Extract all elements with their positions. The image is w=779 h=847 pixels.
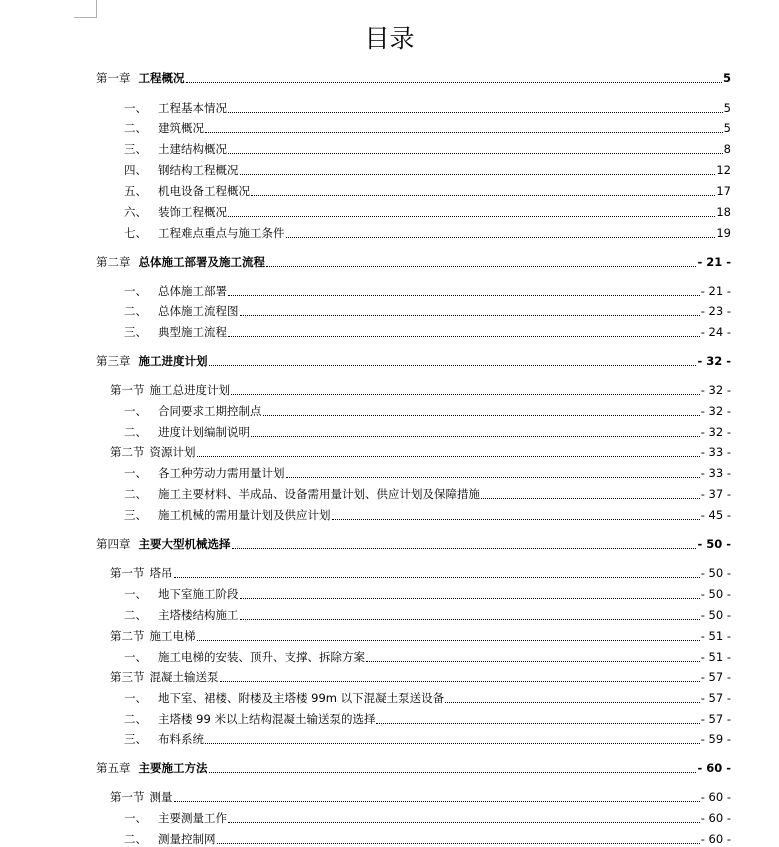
toc-page-number: 5 xyxy=(722,71,731,85)
toc-entry-label: 典型施工流程 xyxy=(158,325,227,339)
toc-page-number: - 32 - xyxy=(697,354,731,368)
toc-page-number: - 32 - xyxy=(700,383,731,397)
toc-section-entry[interactable] xyxy=(110,442,731,460)
toc-entry-label: 主要测量工作 xyxy=(158,811,227,825)
toc-dot-leader xyxy=(228,153,723,154)
crop-mark-horizontal xyxy=(74,17,97,18)
toc-entry-number: 第五章 xyxy=(96,761,131,775)
toc-dot-leader xyxy=(228,822,700,823)
toc-dot-leader xyxy=(286,477,700,478)
toc-entry-label: 施工主要材料、半成品、设备需用量计划、供应计划及保障措施 xyxy=(158,487,480,501)
toc-dot-leader xyxy=(228,216,715,217)
toc-page-number: - 51 - xyxy=(700,629,731,643)
toc-dot-leader xyxy=(205,132,723,133)
toc-chapter-entry[interactable] xyxy=(96,534,731,552)
toc-section-entry[interactable] xyxy=(110,626,731,644)
toc-entry-label: 施工机械的需用量计划及供应计划 xyxy=(158,508,331,522)
toc-entry-label: 施工进度计划 xyxy=(138,354,208,368)
toc-entry-label: 土建结构概况 xyxy=(158,142,227,156)
toc-page-number: - 37 - xyxy=(700,487,731,501)
toc-entry-label: 主塔楼结构施工 xyxy=(158,608,239,622)
toc-entry-number: 第三节 xyxy=(110,670,145,684)
toc-subitem-entry[interactable] xyxy=(124,281,731,299)
toc-dot-leader xyxy=(263,415,700,416)
toc-page-number: - 32 - xyxy=(700,404,731,418)
toc-page-number: - 21 - xyxy=(697,255,731,269)
toc-chapter-entry[interactable] xyxy=(96,68,731,86)
toc-dot-leader xyxy=(286,237,716,238)
toc-page-number: - 50 - xyxy=(700,608,731,622)
toc-page-number: 18 xyxy=(716,205,731,219)
toc-page-number: - 57 - xyxy=(700,712,731,726)
toc-entry-label: 总体施工部署 xyxy=(158,284,227,298)
toc-dot-leader xyxy=(228,295,700,296)
toc-dot-leader xyxy=(174,577,700,578)
toc-subitem-entry[interactable] xyxy=(124,223,731,241)
toc-dot-leader xyxy=(197,456,700,457)
toc-page-number: - 60 - xyxy=(697,761,731,775)
toc-dot-leader xyxy=(228,112,723,113)
toc-entry-label: 施工总进度计划 xyxy=(149,383,230,397)
toc-page-number: - 60 - xyxy=(700,790,731,804)
toc-subitem-entry[interactable] xyxy=(124,160,731,178)
toc-entry-number: 一、 xyxy=(124,466,147,480)
toc-entry-number: 一、 xyxy=(124,811,147,825)
toc-entry-number: 五、 xyxy=(124,184,147,198)
toc-entry-number: 第一节 xyxy=(110,383,145,397)
toc-subitem-entry[interactable] xyxy=(124,505,731,523)
toc-page-number: - 57 - xyxy=(700,691,731,705)
toc-subitem-entry[interactable] xyxy=(124,729,731,747)
toc-page-number: 5 xyxy=(723,101,731,115)
toc-dot-leader xyxy=(445,702,700,703)
toc-dot-leader xyxy=(240,315,700,316)
toc-subitem-entry[interactable] xyxy=(124,202,731,220)
toc-entry-number: 一、 xyxy=(124,691,147,705)
toc-entry-number: 二、 xyxy=(124,487,147,501)
toc-dot-leader xyxy=(205,743,700,744)
toc-dot-leader xyxy=(376,723,699,724)
toc-entry-label: 施工电梯 xyxy=(149,629,196,643)
toc-entry-number: 第一节 xyxy=(110,566,145,580)
toc-entry-label: 测量控制网 xyxy=(158,832,216,846)
toc-entry-number: 三、 xyxy=(124,142,147,156)
toc-entry-label: 主塔楼 99 米以上结构混凝土输送泵的选择 xyxy=(158,712,376,726)
toc-dot-leader xyxy=(174,801,700,802)
toc-entry-number: 第二节 xyxy=(110,629,145,643)
toc-dot-leader xyxy=(217,843,700,844)
toc-page-number: 5 xyxy=(723,121,731,135)
toc-entry-label: 混凝土输送泵 xyxy=(149,670,219,684)
toc-entry-number: 第四章 xyxy=(96,537,131,551)
toc-dot-leader xyxy=(251,195,715,196)
toc-subitem-entry[interactable] xyxy=(124,139,731,157)
toc-chapter-entry[interactable] xyxy=(96,758,731,776)
toc-entry-label: 机电设备工程概况 xyxy=(158,184,250,198)
toc-title: 目录 xyxy=(364,24,415,53)
toc-entry-number: 一、 xyxy=(124,587,147,601)
toc-entry-label: 施工电梯的安装、顶升、支撑、拆除方案 xyxy=(158,650,365,664)
toc-subitem-entry[interactable] xyxy=(124,829,731,847)
toc-subitem-entry[interactable] xyxy=(124,118,731,136)
toc-entry-label: 工程难点重点与施工条件 xyxy=(158,226,285,240)
toc-entry-label: 工程基本情况 xyxy=(158,101,227,115)
toc-page-number: - 32 - xyxy=(700,425,731,439)
toc-page-number: - 23 - xyxy=(700,304,731,318)
toc-entry-number: 二、 xyxy=(124,304,147,318)
toc-section-entry[interactable] xyxy=(110,563,731,581)
toc-dot-leader xyxy=(251,436,700,437)
toc-section-entry[interactable] xyxy=(110,787,731,805)
toc-entry-number: 三、 xyxy=(124,325,147,339)
toc-chapter-entry[interactable] xyxy=(96,351,731,369)
toc-entry-number: 二、 xyxy=(124,712,147,726)
toc-dot-leader xyxy=(197,640,700,641)
toc-entry-number: 第二章 xyxy=(96,255,131,269)
toc-section-entry[interactable] xyxy=(110,667,731,685)
toc-entry-number: 第二节 xyxy=(110,445,145,459)
toc-page-number: - 33 - xyxy=(700,466,731,480)
toc-entry-label: 总体施工部署及施工流程 xyxy=(138,255,265,269)
toc-page-number: - 33 - xyxy=(700,445,731,459)
toc-entry-label: 资源计划 xyxy=(149,445,196,459)
toc-entry-label: 工程概况 xyxy=(138,71,185,85)
toc-dot-leader xyxy=(481,498,700,499)
toc-entry-number: 一、 xyxy=(124,101,147,115)
toc-subitem-entry[interactable] xyxy=(124,808,731,826)
toc-dot-leader xyxy=(220,681,700,682)
toc-subitem-entry[interactable] xyxy=(124,322,731,340)
toc-dot-leader xyxy=(266,266,696,267)
toc-entry-label: 钢结构工程概况 xyxy=(158,163,239,177)
toc-dot-leader xyxy=(240,598,700,599)
toc-page-number: 12 xyxy=(716,163,731,177)
toc-dot-leader xyxy=(209,772,697,773)
toc-subitem-entry[interactable] xyxy=(124,688,731,706)
toc-entry-number: 六、 xyxy=(124,205,147,219)
toc-page-number: - 21 - xyxy=(700,284,731,298)
crop-mark-vertical xyxy=(96,0,97,18)
toc-subitem-entry[interactable] xyxy=(124,181,731,199)
toc-page-number: 19 xyxy=(716,226,731,240)
toc-entry-label: 主要施工方法 xyxy=(138,761,208,775)
toc-page-number: - 60 - xyxy=(700,811,731,825)
toc-page-number: 8 xyxy=(723,142,731,156)
toc-entry-number: 二、 xyxy=(124,832,147,846)
toc-entry-label: 塔吊 xyxy=(149,566,173,580)
toc-subitem-entry[interactable] xyxy=(124,647,731,665)
toc-subitem-entry[interactable] xyxy=(124,98,731,116)
toc-entry-number: 第一节 xyxy=(110,790,145,804)
toc-page-number: - 51 - xyxy=(700,650,731,664)
toc-entry-label: 测量 xyxy=(149,790,173,804)
toc-dot-leader xyxy=(228,336,700,337)
toc-page-number: - 45 - xyxy=(700,508,731,522)
toc-entry-label: 主要大型机械选择 xyxy=(138,537,231,551)
toc-page-number: - 50 - xyxy=(697,537,731,551)
toc-page-number: - 24 - xyxy=(700,325,731,339)
toc-page-number: 17 xyxy=(716,184,731,198)
toc-dot-leader xyxy=(186,82,722,83)
toc-entry-label: 合同要求工期控制点 xyxy=(158,404,262,418)
toc-chapter-entry[interactable] xyxy=(96,252,731,270)
toc-entry-number: 七、 xyxy=(124,226,147,240)
toc-subitem-entry[interactable] xyxy=(124,709,731,727)
toc-entry-label: 总体施工流程图 xyxy=(158,304,239,318)
toc-entry-label: 进度计划编制说明 xyxy=(158,425,250,439)
toc-entry-number: 第三章 xyxy=(96,354,131,368)
toc-subitem-entry[interactable] xyxy=(124,301,731,319)
toc-page-number: - 50 - xyxy=(700,566,731,580)
toc-entry-label: 布料系统 xyxy=(158,732,204,746)
toc-subitem-entry[interactable] xyxy=(124,484,731,502)
toc-dot-leader xyxy=(232,548,697,549)
toc-entry-number: 四、 xyxy=(124,163,147,177)
toc-entry-number: 一、 xyxy=(124,404,147,418)
toc-dot-leader xyxy=(209,365,697,366)
toc-entry-number: 二、 xyxy=(124,121,147,135)
toc-entry-number: 一、 xyxy=(124,284,147,298)
toc-page-number: - 57 - xyxy=(700,670,731,684)
toc-dot-leader xyxy=(366,661,700,662)
toc-entry-number: 一、 xyxy=(124,650,147,664)
toc-entry-number: 三、 xyxy=(124,508,147,522)
toc-entry-label: 装饰工程概况 xyxy=(158,205,227,219)
toc-entry-number: 二、 xyxy=(124,608,147,622)
toc-dot-leader xyxy=(231,394,700,395)
toc-entry-label: 各工种劳动力需用量计划 xyxy=(158,466,285,480)
toc-page-number: - 50 - xyxy=(700,587,731,601)
toc-subitem-entry[interactable] xyxy=(124,401,731,419)
toc-subitem-entry[interactable] xyxy=(124,422,731,440)
toc-section-entry[interactable] xyxy=(110,380,731,398)
toc-page-number: - 59 - xyxy=(700,732,731,746)
toc-subitem-entry[interactable] xyxy=(124,584,731,602)
toc-subitem-entry[interactable] xyxy=(124,463,731,481)
toc-entry-number: 三、 xyxy=(124,732,147,746)
toc-entry-label: 地下室施工阶段 xyxy=(158,587,239,601)
toc-page-number: - 60 - xyxy=(700,832,731,846)
toc-entry-number: 第一章 xyxy=(96,71,131,85)
toc-dot-leader xyxy=(240,619,700,620)
toc-entry-number: 二、 xyxy=(124,425,147,439)
toc-entry-label: 建筑概况 xyxy=(158,121,204,135)
toc-dot-leader xyxy=(332,519,700,520)
toc-dot-leader xyxy=(240,174,716,175)
toc-subitem-entry[interactable] xyxy=(124,605,731,623)
toc-entry-label: 地下室、裙楼、附楼及主塔楼 99m 以下混凝土泵送设备 xyxy=(158,691,445,705)
